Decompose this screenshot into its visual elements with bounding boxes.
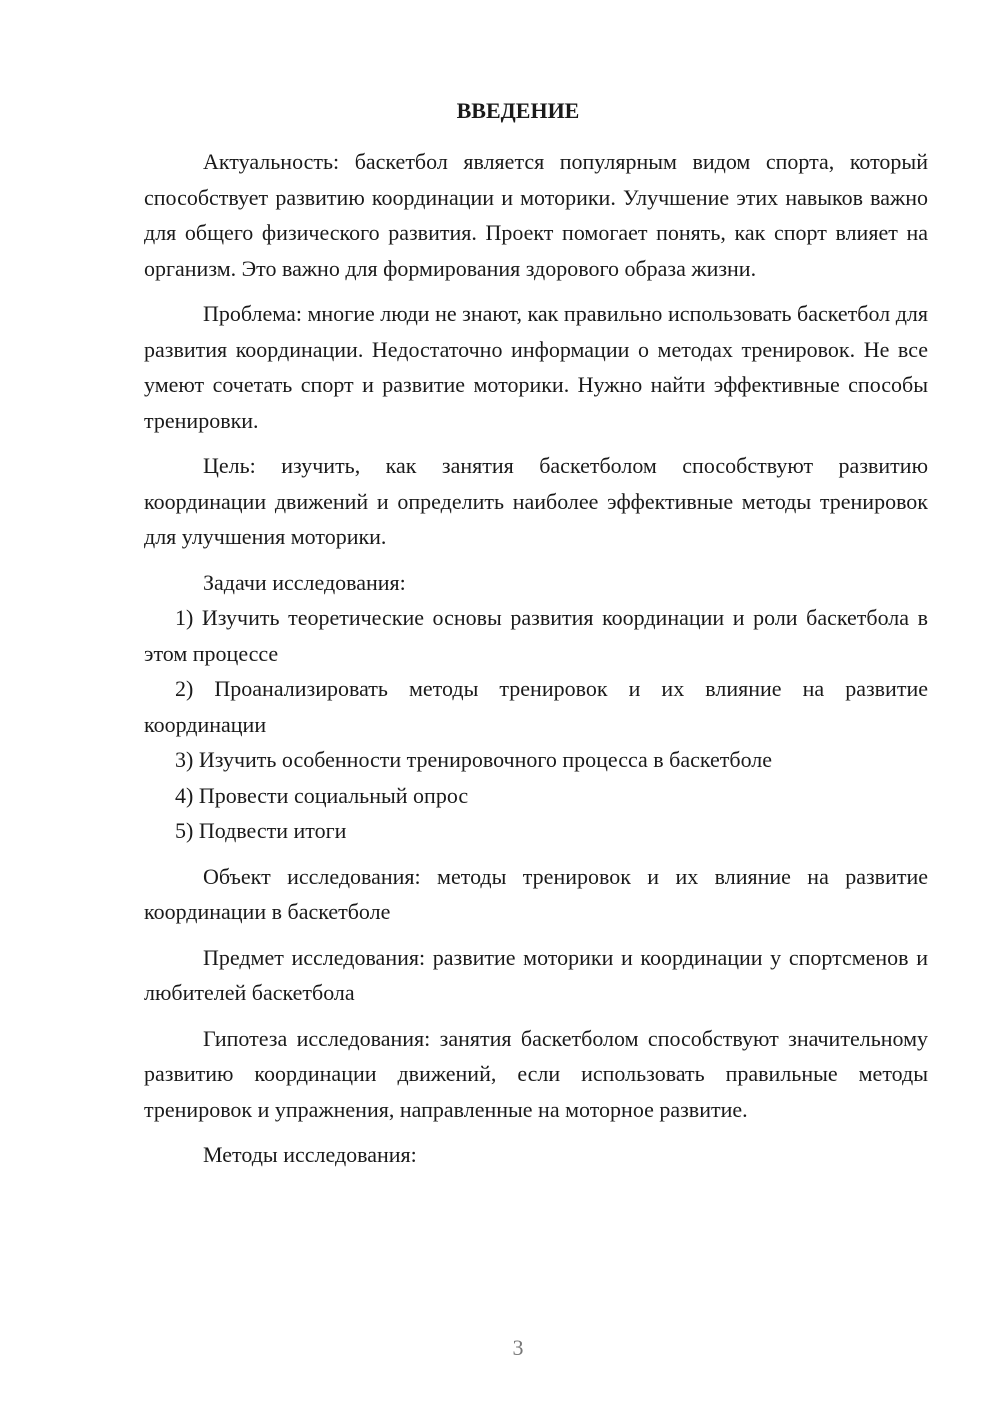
task-item-2: 2) Проанализировать методы тренировок и их влияние на развитие координации — [144, 676, 928, 737]
task-item-5: 5) Подвести итоги — [175, 818, 347, 843]
tasks-heading: Задачи исследования: — [203, 569, 406, 595]
task-item-3: 3) Изучить особенности тренировочного процесса в баскетболе — [175, 747, 773, 772]
task-item-1: 1) Изучить теоретические основы развития координации и роли баскетбола в этом процессе — [144, 605, 928, 666]
object-paragraph: Объект исследования: методы тренировок и их влияние на развитие координации в баскетболе — [144, 863, 928, 924]
hypothesis-paragraph: Гипотеза исследования: занятия баскетболом способствуют значительному развитию координации движений, если использовать правильные методы тренировок и упражнения, направленные на моторное развитие. — [144, 1025, 928, 1122]
page-title: ВВЕДЕНИЕ — [456, 98, 580, 123]
relevance-paragraph: Актуальность: баскетбол является популярным видом спорта, который способствует развитию координации и моторики. Улучшение этих навыков важно для общего физического развития. Проект помогает понять, как спорт влияет на организм. Это важно для формирования здорового образа жизни. — [144, 149, 928, 281]
goal-paragraph: Цель: изучить, как занятия баскетболом способствуют развитию координации движений и определить наиболее эффективные методы тренировок для улучшения моторики. — [144, 453, 928, 549]
task-item-4: 4) Провести социальный опрос — [175, 782, 469, 808]
page-body — [144, 144, 928, 1173]
problem-paragraph: Проблема: многие люди не знают, как правильно использовать баскетбол для развития координации. Недостаточно информации о методах тренировок. Не все умеют сочетать спорт и развитие моторики. Нужно найти эффективные способы тренировки. — [144, 301, 928, 433]
page-number: 3 — [512, 1335, 524, 1360]
subject-paragraph: Предмет исследования: развитие моторики и координации у спортсменов и любителей баскетбола — [144, 944, 928, 1005]
methods-heading: Методы исследования: — [203, 1142, 417, 1167]
